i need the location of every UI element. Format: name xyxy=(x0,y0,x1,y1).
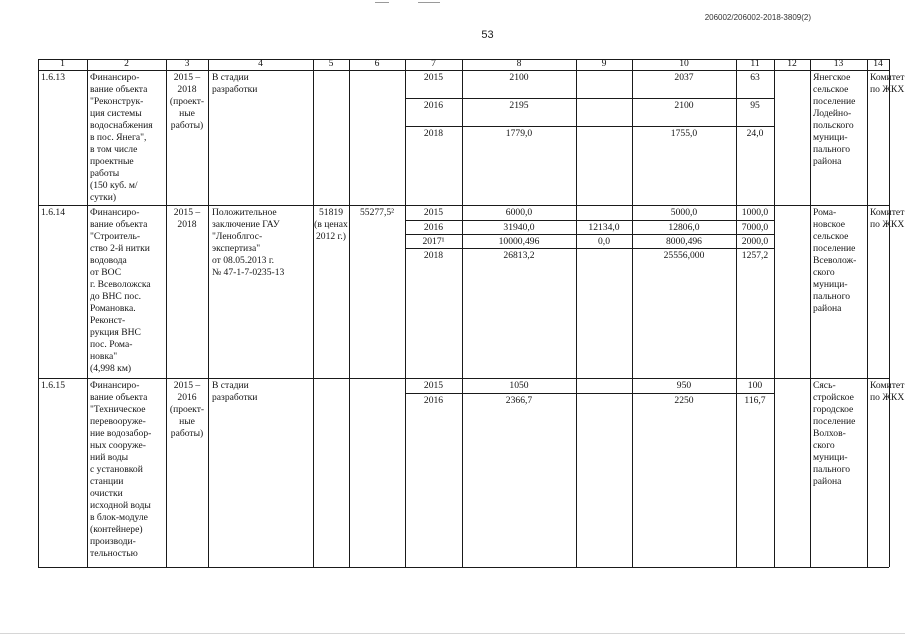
year-cell: 2016 xyxy=(423,395,444,406)
column-number-5: 5 xyxy=(328,58,334,69)
table-rule-vertical xyxy=(576,59,577,567)
item-period: 2015 – 2018 xyxy=(173,207,201,230)
federal-cell: 0,0 xyxy=(598,236,610,247)
table-rule-vertical xyxy=(774,59,775,567)
table-rule-vertical xyxy=(313,59,314,567)
item-title: Финансиро- вание объекта "Техническое перевооруже- ние водозабор- ных сооруже- ний воды с установкой станции очистки исходной воды в блок-модуле (контейнере) производи- тельностью xyxy=(90,380,152,559)
regional-cell: 950 xyxy=(676,380,692,391)
local-cell: 24,0 xyxy=(746,128,764,139)
column-number-10: 10 xyxy=(679,58,689,69)
item-status: Положительное заключение ГАУ "Леноблгос- экспертиза" от 08.05.2013 г. № 47-1-7-0235-13 xyxy=(212,207,285,278)
year-cell: 2016 xyxy=(423,100,444,111)
year-cell: 2017¹ xyxy=(422,236,445,247)
regional-cell: 12806,0 xyxy=(668,222,700,233)
year-cell: 2018 xyxy=(423,128,444,139)
year-cell: 2015 xyxy=(423,72,444,83)
table-rule-vertical xyxy=(38,59,39,567)
program-table xyxy=(38,58,905,567)
total-cell: 1779,0 xyxy=(505,128,533,139)
item-recipient: Рома- новское сельское поселение Всеволож- ского муници- пального района xyxy=(813,207,857,314)
item-responsible: Комитет по ЖКХ xyxy=(870,380,905,403)
item-period: 2015 – 2016 (проект- ные работы) xyxy=(169,380,205,439)
document-code: 206002/206002-2018-3809(2) xyxy=(704,13,811,22)
total-cell: 10000,496 xyxy=(498,236,540,247)
regional-cell: 2037 xyxy=(674,72,694,83)
total-cell: 31940,0 xyxy=(503,222,535,233)
total-cell: 2366,7 xyxy=(505,395,533,406)
column-number-2: 2 xyxy=(124,58,129,69)
page-number: 53 xyxy=(481,29,494,41)
table-rule-horizontal xyxy=(405,234,774,235)
total-cell: 26813,2 xyxy=(503,250,535,261)
table-rule-vertical xyxy=(166,59,167,567)
item-title: Финансиро- вание объекта "Реконструк- ция системы водоснабжения в пос. Янега", в том числе проектные работы (150 куб. м/ сутки) xyxy=(90,72,153,203)
local-cell: 1257,2 xyxy=(741,250,769,261)
table-rule-horizontal xyxy=(405,220,774,221)
item-status: В стадии разработки xyxy=(212,72,258,95)
table-rule-horizontal xyxy=(405,98,774,99)
column-number-11: 11 xyxy=(750,58,760,69)
item-updated-cost: 55277,5² xyxy=(359,207,395,218)
item-number: 1.6.13 xyxy=(41,72,65,83)
federal-cell: 12134,0 xyxy=(588,222,620,233)
item-recipient: Янегское сельское поселение Лодейно- польского муници- пального района xyxy=(813,72,856,167)
table-rule-horizontal xyxy=(405,248,774,249)
table-rule-horizontal xyxy=(38,70,889,71)
column-number-7: 7 xyxy=(431,58,436,69)
regional-cell: 8000,496 xyxy=(666,236,702,247)
total-cell: 1050 xyxy=(509,380,529,391)
regional-cell: 25556,000 xyxy=(663,250,705,261)
table-rule-vertical xyxy=(208,59,209,567)
table-rule-vertical xyxy=(349,59,350,567)
year-cell: 2015 xyxy=(423,380,444,391)
total-cell: 6000,0 xyxy=(505,207,533,218)
table-rule-horizontal xyxy=(38,567,889,568)
column-number-1: 1 xyxy=(60,58,65,69)
local-cell: 95 xyxy=(750,100,760,111)
local-cell: 63 xyxy=(750,72,760,83)
regional-cell: 2100 xyxy=(674,100,694,111)
scan-artifact xyxy=(375,2,389,3)
scan-edge xyxy=(0,633,905,634)
item-number: 1.6.14 xyxy=(41,207,65,218)
year-cell: 2016 xyxy=(423,222,444,233)
local-cell: 116,7 xyxy=(744,395,766,406)
item-recipient: Сясь- стройское городское поселение Волхов- ского муници- пального района xyxy=(813,380,856,487)
column-number-12: 12 xyxy=(787,58,797,69)
regional-cell: 5000,0 xyxy=(670,207,698,218)
local-cell: 2000,0 xyxy=(741,236,769,247)
column-number-8: 8 xyxy=(516,58,522,69)
table-rule-vertical xyxy=(810,59,811,567)
local-cell: 1000,0 xyxy=(741,207,769,218)
column-number-9: 9 xyxy=(601,58,607,69)
column-number-14: 14 xyxy=(873,58,883,69)
year-cell: 2018 xyxy=(423,250,444,261)
table-rule-horizontal xyxy=(38,378,889,379)
table-rule-vertical xyxy=(889,59,890,567)
item-title: Финансиро- вание объекта "Строитель- ство 2-й нитки водовода от ВОС г. Всеволожска до ВНС пос. Романовка. Реконст- рукция ВНС пос. Рома- новка" (4,998 км) xyxy=(90,207,151,374)
local-cell: 7000,0 xyxy=(741,222,769,233)
column-number-4: 4 xyxy=(258,58,263,69)
regional-cell: 2250 xyxy=(674,395,694,406)
table-rule-horizontal xyxy=(405,393,774,394)
column-number-3: 3 xyxy=(184,58,190,69)
table-rule-vertical xyxy=(867,59,868,567)
table-rule-vertical xyxy=(87,59,88,567)
column-number-6: 6 xyxy=(374,58,380,69)
item-number: 1.6.15 xyxy=(41,380,65,391)
scan-artifact xyxy=(418,2,440,3)
item-estimated-cost: 51819 (в ценах 2012 г.) xyxy=(314,207,348,242)
item-period: 2015 – 2018 (проект- ные работы) xyxy=(169,72,205,131)
item-status: В стадии разработки xyxy=(212,380,258,403)
local-cell: 100 xyxy=(747,380,763,391)
regional-cell: 1755,0 xyxy=(670,128,698,139)
total-cell: 2100 xyxy=(509,72,529,83)
table-rule-horizontal xyxy=(405,126,774,127)
column-number-13: 13 xyxy=(833,58,844,69)
year-cell: 2015 xyxy=(423,207,444,218)
item-responsible: Комитет по ЖКХ xyxy=(870,207,905,230)
table-rule-horizontal xyxy=(38,205,889,206)
item-responsible: Комитет по ЖКХ xyxy=(870,72,905,95)
total-cell: 2195 xyxy=(509,100,529,111)
